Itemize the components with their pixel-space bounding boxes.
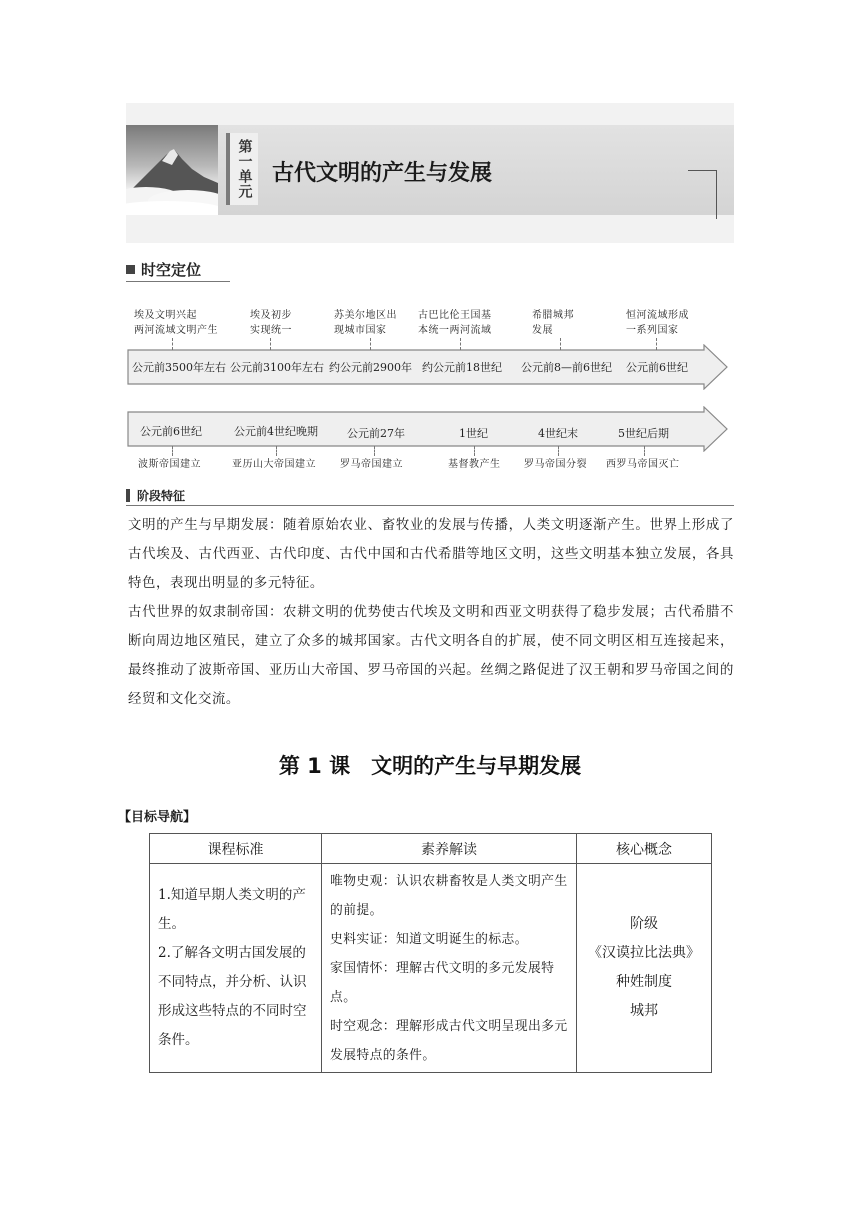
table-header-row	[150, 834, 712, 864]
timeline-heading-label: 时空定位	[141, 260, 202, 279]
square-bullet-icon	[126, 265, 135, 274]
timeline-connector	[560, 338, 561, 350]
goals-table	[149, 833, 712, 1073]
timeline-date-2: 公元前3100年左右	[230, 361, 324, 374]
header-concept: 核心概念	[577, 834, 712, 864]
timeline2-date-1: 公元前6世纪	[140, 425, 202, 438]
stage-paragraph-2: 古代世界的奴隶制帝国：农耕文明的优势使古代埃及文明和西亚文明获得了稳步发展；古代希腊不断向周边地区殖民，建立了众多的城邦国家。古代文明各自的扩展，使不同文明区相互连接起来，最终推动了波斯帝国、亚历山大帝国、罗马帝国的兴起。丝绸之路促进了汉王朝和罗马帝国之间的经贸和文化交流。	[128, 605, 734, 707]
standard-item: 2.了解各文明古国发展的不同特点，并分析、认识形成这些特点的不同时空条件。	[158, 945, 307, 1048]
timeline-event-3: 苏美尔地区出 现城市国家	[334, 310, 397, 336]
literacy-item: 史料实证：知道文明诞生的标志。	[330, 931, 528, 947]
vertical-bar-icon	[126, 489, 130, 502]
timeline2-event-5: 罗马帝国分裂	[524, 459, 587, 470]
timeline-connector	[370, 338, 371, 350]
table-row	[150, 864, 712, 1073]
timeline-date-4: 约公元前18世纪	[422, 361, 502, 374]
concept-item: 《汉谟拉比法典》	[588, 945, 700, 961]
header-literacy: 素养解读	[322, 834, 577, 864]
timeline2-event-6: 西罗马帝国灭亡	[606, 459, 680, 470]
timeline-event-5: 希腊城邦 发展	[532, 310, 574, 336]
literacy-item: 时空观念：理解形成古代文明呈现出多元发展特点的条件。	[330, 1018, 568, 1063]
literacy-item: 唯物史观：认识农耕畜牧是人类文明产生的前提。	[330, 873, 568, 918]
stage-paragraph-1: 文明的产生与早期发展：随着原始农业、畜牧业的发展与传播，人类文明逐渐产生。世界上形成了古代埃及、古代西亚、古代印度、古代中国和古代希腊等地区文明，这些文明基本独立发展，各具特色，表现出明显的多元特征。	[128, 518, 734, 591]
lesson-title: 第 1 课 文明的产生与早期发展	[278, 754, 582, 778]
header-standard: 课程标准	[150, 834, 322, 864]
timeline2-date-4: 1世纪	[459, 427, 488, 440]
literacy-item: 家国情怀：理解古代文明的多元发展特点。	[330, 960, 555, 1005]
timeline-event-1: 埃及文明兴起 两河流域文明产生	[134, 310, 218, 336]
stage-heading-label: 阶段特征	[137, 488, 186, 503]
title-bracket-decoration	[688, 170, 717, 219]
timeline-connector	[270, 338, 271, 350]
stage-heading-rule	[126, 505, 734, 506]
timeline-connector	[474, 446, 475, 456]
timeline2-date-6: 5世纪后期	[618, 427, 669, 440]
mountain-cloud-image	[126, 125, 218, 215]
timeline-connector	[172, 338, 173, 350]
timeline2-event-4: 基督教产生	[448, 459, 501, 470]
timeline-heading-underline	[126, 281, 230, 282]
timeline-event-4: 古巴比伦王国基 本统一两河流域	[418, 310, 492, 336]
timeline2-date-2: 公元前4世纪晚期	[234, 425, 318, 438]
unit-number-tag: 第一单元	[226, 133, 258, 205]
timeline-connector	[172, 446, 173, 456]
standards-cell	[150, 864, 322, 1073]
concept-item: 种姓制度	[616, 974, 672, 990]
timeline-date-1: 公元前3500年左右	[132, 361, 226, 374]
timeline-event-6: 恒河流域形成 一系列国家	[626, 310, 689, 336]
timeline-connector	[656, 338, 657, 350]
goal-heading: 【目标导航】	[118, 810, 197, 825]
concept-item: 阶级	[630, 916, 658, 932]
standard-item: 1.知道早期人类文明的产生。	[158, 887, 306, 932]
timeline2-event-1: 波斯帝国建立	[138, 459, 201, 470]
timeline2-date-5: 4世纪末	[538, 427, 578, 440]
timeline-connector	[276, 446, 277, 456]
timeline-heading	[126, 258, 230, 280]
stage-heading	[126, 486, 185, 504]
timeline-connector	[644, 446, 645, 456]
timeline-connector	[558, 446, 559, 456]
timeline-connector	[374, 446, 375, 456]
timeline2-date-3: 公元前27年	[347, 427, 405, 440]
timeline-date-5: 公元前8—前6世纪	[521, 361, 612, 374]
timeline2-event-3: 罗马帝国建立	[340, 459, 403, 470]
concepts-cell	[577, 864, 712, 1073]
literacy-cell	[322, 864, 577, 1073]
timeline2-event-2: 亚历山大帝国建立	[232, 459, 316, 470]
timeline-date-6: 公元前6世纪	[626, 361, 688, 374]
concept-item: 城邦	[630, 1003, 658, 1019]
unit-title: 古代文明的产生与发展	[272, 161, 493, 186]
timeline-event-2: 埃及初步 实现统一	[250, 310, 292, 336]
timeline-connector	[460, 338, 461, 350]
timeline-date-3: 约公元前2900年	[329, 361, 412, 374]
